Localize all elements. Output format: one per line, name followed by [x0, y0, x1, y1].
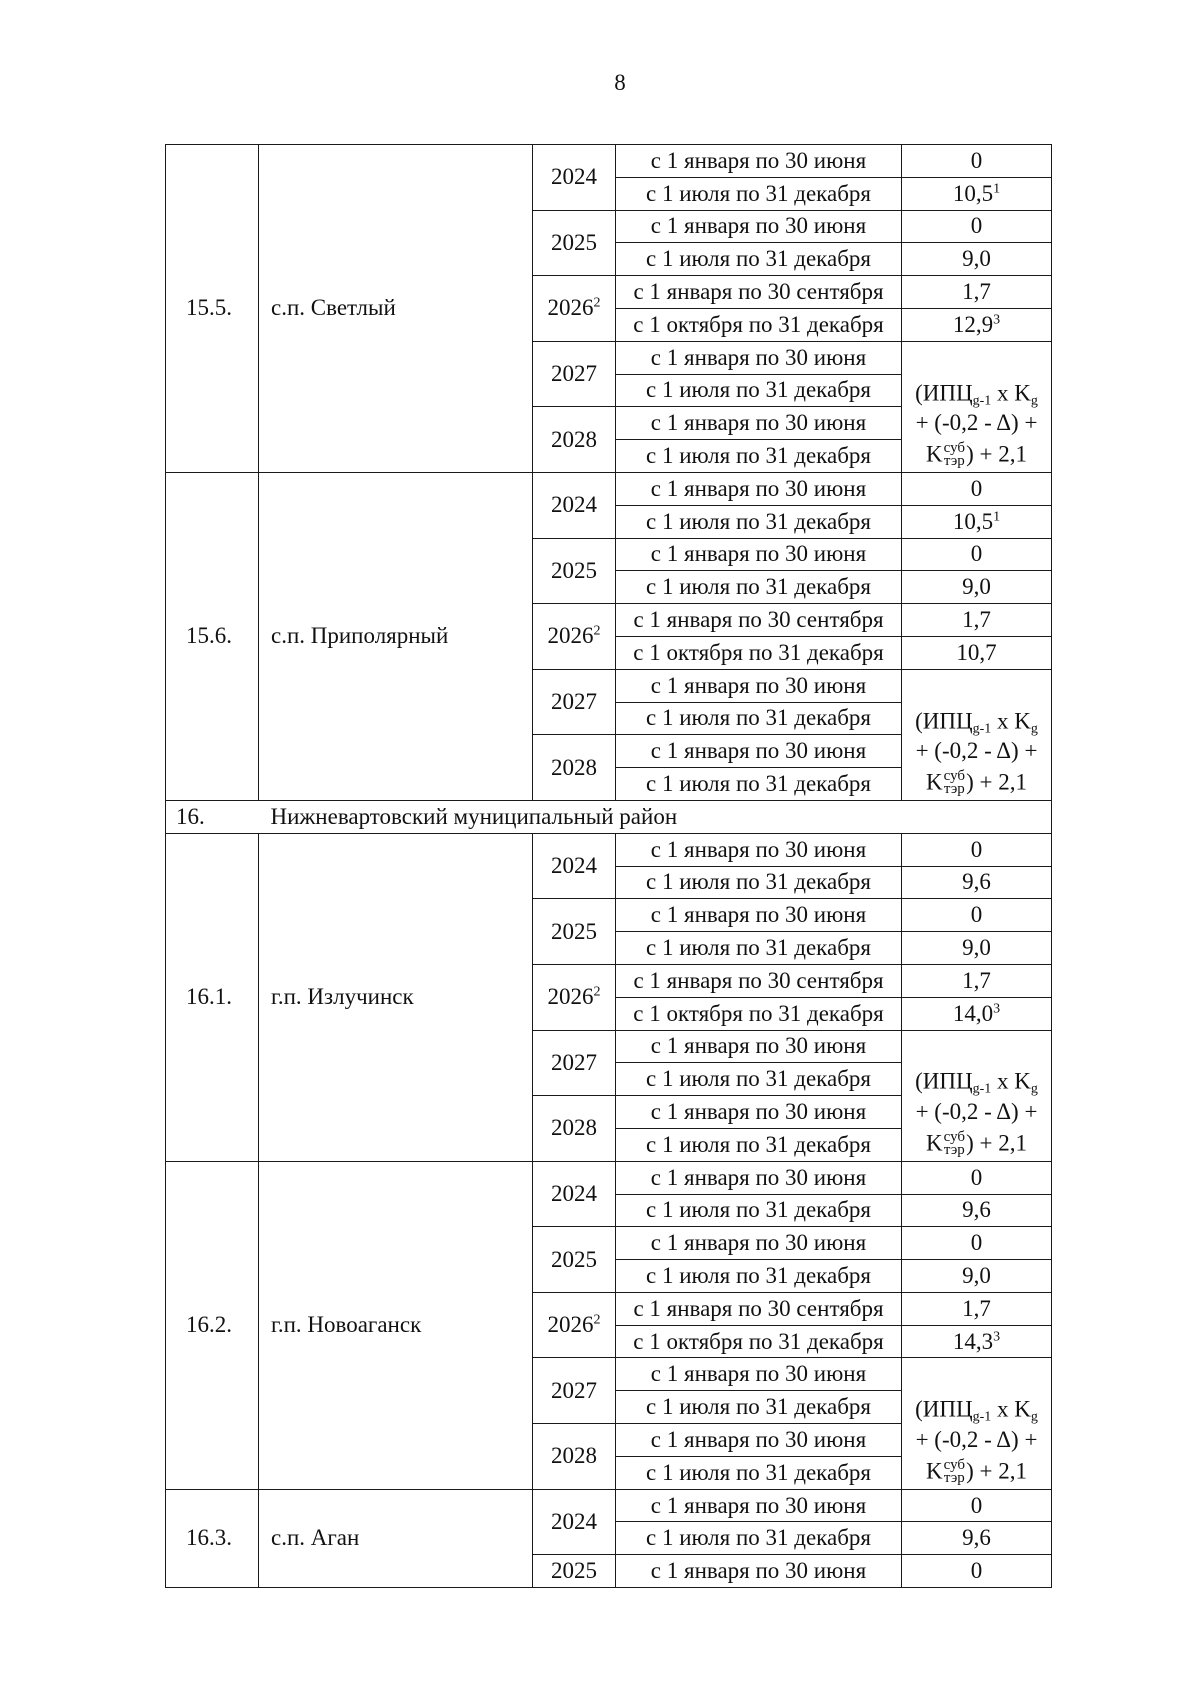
value-cell	[902, 1489, 1052, 1522]
value-cell	[902, 1325, 1052, 1358]
period-text: с 1 января по 30 сентября	[633, 1295, 884, 1321]
value-footnote: 3	[993, 1000, 1001, 1016]
period-text: с 1 января по 30 июня	[650, 344, 867, 370]
year-cell	[533, 145, 616, 211]
settlement-name	[259, 472, 533, 800]
year-cell	[533, 964, 616, 1030]
formula-k: K	[926, 769, 943, 795]
period-text: с 1 июля по 31 декабря	[646, 771, 871, 797]
year-cell	[533, 899, 616, 965]
year-cell	[533, 210, 616, 276]
value-text: 1,7	[962, 967, 991, 993]
period-cell	[616, 407, 902, 440]
table-row	[166, 1489, 1052, 1522]
value-text: 0	[970, 541, 983, 567]
formula-x-k: x K	[991, 1068, 1031, 1094]
year-text: 2028	[551, 754, 597, 780]
value-cell	[902, 571, 1052, 604]
formula-delta: + (-0,2 - Δ) +	[915, 410, 1038, 436]
table-row	[166, 833, 1052, 866]
period-cell	[616, 505, 902, 538]
year-text: 2027	[551, 1049, 597, 1075]
period-text: с 1 января по 30 июня	[650, 1099, 867, 1124]
period-cell	[616, 210, 902, 243]
period-cell	[616, 243, 902, 276]
value-cell	[902, 636, 1052, 669]
period-text: с 1 января по 30 июня	[650, 475, 867, 501]
period-cell	[616, 1260, 902, 1293]
year-text: 2026	[547, 984, 594, 1010]
period-cell	[616, 1096, 902, 1129]
formula-cell	[902, 1030, 1052, 1161]
value-text: 0	[970, 1230, 983, 1256]
period-cell	[616, 1194, 902, 1227]
period-cell	[616, 735, 902, 768]
year-footnote: 2	[593, 623, 601, 639]
formula-sup-sub: суб	[943, 767, 966, 784]
year-text: 2027	[551, 361, 597, 387]
period-cell	[616, 538, 902, 571]
period-cell	[616, 1424, 902, 1457]
formula-sub-ter: тэр	[943, 1141, 965, 1158]
formula-k: K	[926, 1458, 943, 1484]
formula-sub-g: g	[1030, 721, 1038, 737]
period-text: с 1 июля по 31 декабря	[646, 1459, 871, 1485]
period-text: с 1 января по 30 июня	[650, 1164, 867, 1190]
year-text: 2025	[551, 1558, 597, 1584]
value-cell	[902, 145, 1052, 178]
year-text: 2026	[547, 1312, 594, 1338]
period-cell	[616, 636, 902, 669]
period-cell	[616, 866, 902, 899]
period-text: с 1 января по 30 июня	[650, 836, 867, 862]
settlement-name-text: с.п. Приполярный	[271, 623, 449, 649]
formula-delta: + (-0,2 - Δ) +	[915, 1098, 1038, 1124]
value-text: 0	[970, 902, 983, 928]
formula-ipc: (ИПЦ	[915, 1396, 973, 1422]
year-cell	[533, 1489, 616, 1555]
settlement-number-text: 16.3.	[186, 1525, 232, 1551]
period-cell	[616, 899, 902, 932]
value-text: 9,0	[962, 246, 991, 272]
district-row	[166, 800, 1052, 833]
period-text: с 1 июля по 31 декабря	[646, 1197, 871, 1223]
year-text: 2026	[547, 623, 594, 649]
settlement-number-text: 16.1.	[186, 984, 232, 1010]
period-text: с 1 июля по 31 декабря	[646, 1394, 871, 1420]
formula-sub-g: g	[1030, 1409, 1038, 1425]
period-text: с 1 января по 30 сентября	[633, 967, 884, 993]
value-cell	[902, 1522, 1052, 1555]
settlement-name	[259, 1161, 533, 1489]
year-text: 2026	[547, 295, 594, 321]
period-text: с 1 июля по 31 декабря	[646, 1066, 871, 1092]
settlement-number	[166, 833, 259, 1161]
year-footnote: 2	[593, 984, 601, 1000]
value-footnote: 3	[993, 1328, 1001, 1344]
period-cell	[616, 440, 902, 473]
period-cell	[616, 1161, 902, 1194]
value-cell	[902, 538, 1052, 571]
period-cell	[616, 964, 902, 997]
value-text: 9,0	[962, 574, 991, 600]
value-cell	[902, 899, 1052, 932]
value-text: 0	[970, 1492, 983, 1518]
value-footnote: 3	[993, 312, 1001, 328]
settlement-number-text: 15.6.	[186, 623, 232, 649]
year-cell	[533, 1161, 616, 1227]
value-text: 0	[970, 475, 983, 501]
formula-k-indices	[943, 1456, 966, 1486]
year-text: 2024	[551, 492, 597, 518]
period-cell	[616, 604, 902, 637]
district-number-text: 16.	[176, 803, 205, 829]
period-cell	[616, 374, 902, 407]
value-cell	[902, 1227, 1052, 1260]
value-cell	[902, 177, 1052, 210]
value-text: 10,5	[952, 180, 994, 206]
period-text: с 1 января по 30 июня	[650, 1230, 867, 1256]
year-text: 2028	[551, 426, 597, 452]
period-cell	[616, 669, 902, 702]
year-cell	[533, 1424, 616, 1490]
value-text: 0	[970, 1558, 983, 1584]
period-cell	[616, 1489, 902, 1522]
formula-sub-g: g	[1030, 393, 1038, 409]
year-cell	[533, 1227, 616, 1293]
period-cell	[616, 177, 902, 210]
year-cell	[533, 833, 616, 899]
value-text: 1,7	[962, 1295, 991, 1321]
year-cell	[533, 407, 616, 473]
period-cell	[616, 308, 902, 341]
year-cell	[533, 538, 616, 604]
district-name	[259, 800, 1052, 833]
settlement-number	[166, 1161, 259, 1489]
period-text: с 1 июля по 31 декабря	[646, 377, 871, 403]
year-text: 2024	[551, 1508, 597, 1534]
year-cell	[533, 276, 616, 342]
formula-cell	[902, 341, 1052, 472]
period-cell	[616, 702, 902, 735]
year-cell	[533, 1358, 616, 1424]
value-cell	[902, 243, 1052, 276]
formula-delta: + (-0,2 - Δ) +	[915, 1426, 1038, 1452]
formula-sub-g1: g-1	[972, 1409, 992, 1425]
year-text: 2025	[551, 557, 597, 583]
district-number	[166, 800, 259, 833]
settlement-name	[259, 833, 533, 1161]
value-cell	[902, 1194, 1052, 1227]
value-cell	[902, 1260, 1052, 1293]
tariff-table	[165, 144, 1052, 1588]
year-cell	[533, 1292, 616, 1358]
value-cell	[902, 866, 1052, 899]
period-text: с 1 января по 30 сентября	[633, 607, 884, 633]
formula-ipc: (ИПЦ	[915, 1068, 973, 1094]
value-cell	[902, 1555, 1052, 1588]
period-text: с 1 января по 30 июня	[650, 147, 867, 173]
formula-sup-sub: суб	[943, 1456, 966, 1473]
year-text: 2025	[551, 1246, 597, 1272]
value-footnote: 1	[993, 181, 1001, 197]
value-text: 1,7	[962, 279, 991, 305]
settlement-name-text: г.п. Излучинск	[271, 984, 414, 1010]
period-cell	[616, 145, 902, 178]
year-cell	[533, 1555, 616, 1588]
period-cell	[616, 1522, 902, 1555]
value-text: 9,0	[962, 1262, 991, 1288]
period-text: с 1 июля по 31 декабря	[646, 869, 871, 895]
period-cell	[616, 1063, 902, 1096]
formula-sup-sub: суб	[943, 439, 966, 456]
table-row	[166, 145, 1052, 178]
formula-ipc: (ИПЦ	[915, 708, 973, 734]
value-text: 0	[970, 1164, 983, 1190]
year-cell	[533, 604, 616, 670]
year-text: 2027	[551, 1377, 597, 1403]
formula-sub-ter: тэр	[943, 452, 965, 469]
period-text: с 1 октября по 31 декабря	[633, 311, 884, 337]
period-text: с 1 июля по 31 декабря	[646, 180, 871, 206]
period-cell	[616, 1456, 902, 1489]
formula-k: K	[926, 441, 943, 467]
period-text: с 1 июля по 31 декабря	[646, 246, 871, 272]
value-cell	[902, 210, 1052, 243]
period-cell	[616, 1391, 902, 1424]
settlement-name	[259, 145, 533, 473]
year-footnote: 2	[593, 295, 601, 311]
period-text: с 1 января по 30 июня	[650, 213, 867, 239]
value-text: 0	[970, 147, 983, 173]
year-cell	[533, 669, 616, 735]
formula-sub-g1: g-1	[972, 721, 992, 737]
period-cell	[616, 472, 902, 505]
value-cell	[902, 964, 1052, 997]
value-cell	[902, 472, 1052, 505]
formula-ipc: (ИПЦ	[915, 380, 973, 406]
formula-sub-g: g	[1030, 1081, 1038, 1097]
year-text: 2024	[551, 853, 597, 879]
settlement-number-text: 16.2.	[186, 1312, 232, 1338]
period-text: с 1 января по 30 июня	[650, 738, 867, 764]
settlement-number-text: 15.5.	[186, 295, 232, 321]
value-text: 14,0	[952, 1000, 994, 1026]
value-text: 9,6	[962, 1525, 991, 1551]
year-text: 2024	[551, 164, 597, 190]
period-text: с 1 января по 30 июня	[650, 902, 867, 928]
year-text: 2028	[551, 1443, 597, 1469]
period-cell	[616, 1292, 902, 1325]
settlement-number	[166, 145, 259, 473]
period-text: с 1 июля по 31 декабря	[646, 1131, 871, 1157]
period-cell	[616, 1555, 902, 1588]
settlement-name	[259, 1489, 533, 1587]
period-text: с 1 января по 30 сентября	[633, 279, 884, 305]
value-cell	[902, 276, 1052, 309]
year-footnote: 2	[593, 1312, 601, 1328]
period-text: с 1 января по 30 июня	[650, 1492, 867, 1518]
formula-cell	[902, 1358, 1052, 1489]
formula-x-k: x K	[991, 708, 1031, 734]
formula-tail: ) + 2,1	[966, 441, 1027, 467]
year-cell	[533, 735, 616, 801]
value-text: 1,7	[962, 607, 991, 633]
formula-sub-ter: тэр	[943, 1469, 965, 1486]
formula-sup-sub: суб	[943, 1128, 966, 1145]
period-text: с 1 июля по 31 декабря	[646, 508, 871, 534]
value-cell	[902, 604, 1052, 637]
value-cell	[902, 997, 1052, 1030]
value-cell	[902, 505, 1052, 538]
value-text: 0	[970, 836, 983, 862]
formula-tail: ) + 2,1	[966, 769, 1027, 795]
year-cell	[533, 1096, 616, 1162]
settlement-name-text: с.п. Светлый	[271, 295, 396, 321]
period-text: с 1 июля по 31 декабря	[646, 1525, 871, 1551]
period-text: с 1 июля по 31 декабря	[646, 935, 871, 961]
value-text: 10,7	[956, 639, 997, 665]
formula-tail: ) + 2,1	[966, 1130, 1027, 1156]
period-text: с 1 июля по 31 декабря	[646, 574, 871, 600]
period-text: с 1 июля по 31 декабря	[646, 443, 871, 469]
table-row	[166, 472, 1052, 505]
period-cell	[616, 1325, 902, 1358]
year-cell	[533, 472, 616, 538]
period-text: с 1 января по 30 июня	[650, 1558, 867, 1584]
value-text: 9,6	[962, 1197, 991, 1223]
value-cell	[902, 833, 1052, 866]
period-text: с 1 октября по 31 декабря	[633, 1328, 884, 1354]
period-text: с 1 января по 30 июня	[650, 541, 867, 567]
period-text: с 1 января по 30 июня	[650, 1033, 867, 1059]
district-name-text: Нижневартовский муниципальный район	[270, 803, 678, 829]
value-footnote: 1	[993, 509, 1001, 524]
formula-delta: + (-0,2 - Δ) +	[915, 738, 1038, 764]
formula-tail: ) + 2,1	[966, 1458, 1027, 1484]
period-cell	[616, 932, 902, 965]
period-cell	[616, 1227, 902, 1260]
period-text: с 1 января по 30 июня	[650, 1361, 867, 1387]
period-cell	[616, 571, 902, 604]
period-text: с 1 октября по 31 декабря	[633, 1000, 884, 1026]
year-text: 2025	[551, 918, 597, 944]
page-number: 8	[614, 70, 626, 95]
settlement-name-text: г.п. Новоаганск	[271, 1312, 422, 1338]
settlement-name-text: с.п. Аган	[271, 1525, 360, 1551]
formula-k: K	[926, 1130, 943, 1156]
period-cell	[616, 833, 902, 866]
formula-sub-g1: g-1	[972, 1081, 992, 1097]
value-text: 10,5	[952, 508, 994, 534]
period-text: с 1 января по 30 июня	[650, 410, 867, 436]
period-cell	[616, 997, 902, 1030]
settlement-number	[166, 1489, 259, 1587]
value-text: 9,0	[962, 935, 991, 961]
settlement-number	[166, 472, 259, 800]
value-text: 14,3	[952, 1328, 994, 1354]
value-cell	[902, 932, 1052, 965]
period-cell	[616, 1128, 902, 1161]
table-row	[166, 1161, 1052, 1194]
value-cell	[902, 308, 1052, 341]
period-cell	[616, 341, 902, 374]
period-text: с 1 января по 30 июня	[650, 672, 867, 698]
period-cell	[616, 1030, 902, 1063]
period-text: с 1 июля по 31 декабря	[646, 705, 871, 731]
formula-x-k: x K	[991, 380, 1031, 406]
period-text: с 1 октября по 31 декабря	[633, 639, 884, 665]
value-text: 0	[970, 213, 983, 239]
formula-cell	[902, 669, 1052, 800]
year-cell	[533, 1030, 616, 1096]
value-cell	[902, 1292, 1052, 1325]
value-cell	[902, 1161, 1052, 1194]
formula-k-indices	[943, 439, 966, 469]
formula-k-indices	[943, 767, 966, 797]
period-text: с 1 января по 30 июня	[650, 1426, 867, 1452]
formula-sub-g1: g-1	[972, 393, 992, 409]
year-text: 2027	[551, 689, 597, 715]
formula-x-k: x K	[991, 1396, 1031, 1422]
year-text: 2025	[551, 229, 597, 255]
value-text: 12,9	[952, 311, 994, 337]
year-text: 2028	[551, 1115, 597, 1141]
period-cell	[616, 768, 902, 801]
formula-sub-ter: тэр	[943, 780, 965, 797]
year-cell	[533, 341, 616, 407]
period-text: с 1 июля по 31 декабря	[646, 1262, 871, 1288]
period-cell	[616, 1358, 902, 1391]
period-cell	[616, 276, 902, 309]
year-text: 2024	[551, 1181, 597, 1206]
value-text: 9,6	[962, 869, 991, 895]
formula-k-indices	[943, 1128, 966, 1158]
